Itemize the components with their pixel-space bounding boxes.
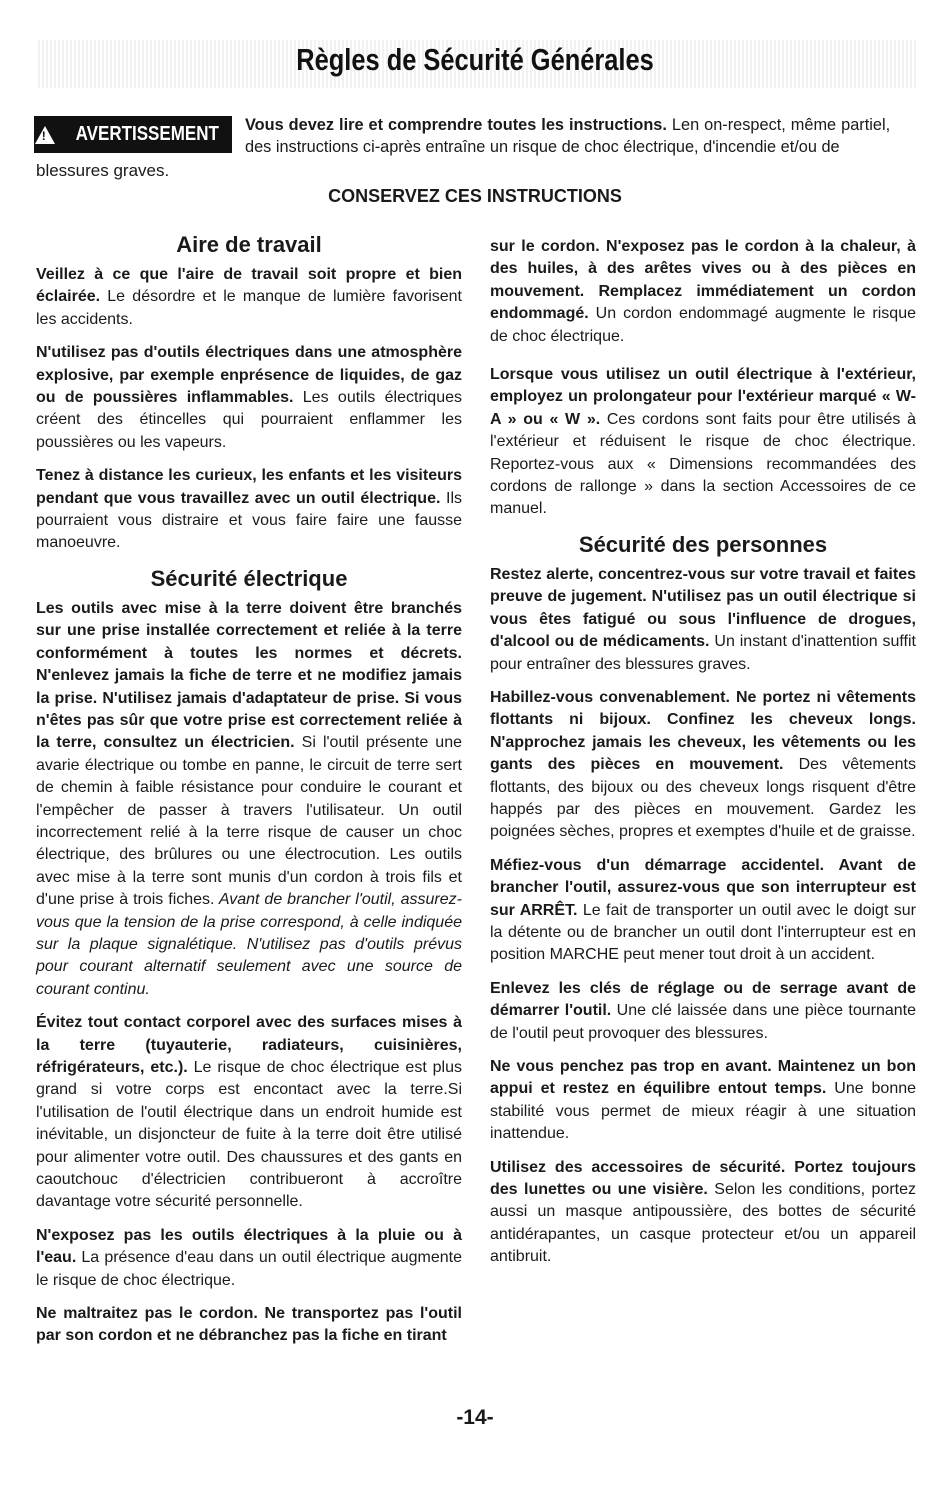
bold-lead: Les outils avec mise à la terre doivent être branchés sur une prise installée correctement et reliée à la terre conformément à toutes les normes et décrets. N'enlevez jamais la fiche de terre et ne modifiez jamais la prise. N'utilisez jamais d'adaptateur de prise. Si vous n'êtes pas sûr que votre prise est correctement reliée à la terre, consultez un électricien. xyxy=(36,599,462,752)
paragraph xyxy=(490,564,916,676)
body-text: Si l'outil présente une avarie électrique ou tombe en panne, le circuit de terre sert de chemin à faible résistance pour conduire le courant et l'empêcher de passer à travers l'utilisateur. Un outil incorrectement relié à la terre risque de causer un choc électrique, des brûlures ou une électrocution. Les outils avec mise à la terre sont munis d'un cordon à trois fils et d'une prise à trois fiches. xyxy=(36,734,462,909)
paragraph xyxy=(490,1157,916,1269)
body-text: Le fait de transporter un outil avec le doigt sur la détente ou de brancher un outil dont l'interrupteur est en position MARCHE peut mener tout droit à un accident. xyxy=(490,901,917,964)
bold-lead: N'exposez pas les outils électriques à la pluie ou à l'eau. xyxy=(36,1226,462,1267)
body-text: Ils pourraient vous distraire et vous faire faire une fausse manoeuvre. xyxy=(36,489,462,552)
paragraph xyxy=(490,236,916,348)
paragraph xyxy=(36,264,462,331)
warning-triangle-icon xyxy=(35,126,55,144)
heading-securite-des-personnes: Sécurité des personnes xyxy=(578,531,828,557)
bold-lead: Enlevez les clés de réglage ou de serrage avant de démarrer l'outil. xyxy=(490,979,916,1020)
bold-lead: Veillez à ce que l'aire de travail soit propre et bien éclairée. xyxy=(36,266,462,306)
paragraph xyxy=(490,978,916,1045)
left-column xyxy=(36,232,462,1359)
heading-securite-electrique: Sécurité électrique xyxy=(150,565,348,591)
paragraph xyxy=(36,1225,462,1292)
paragraph xyxy=(36,342,462,454)
bold-lead: Méfiez-vous d'un démarrage accidentel. Avant de brancher l'outil, assurez-vous que son interrupteur est sur ARRÊT. xyxy=(490,856,916,919)
paragraph xyxy=(490,687,916,844)
heading-aire-de-travail: Aire de travail xyxy=(176,232,322,257)
bold-lead: Ne maltraitez pas le cordon. Ne transportez pas l'outil par son cordon et ne débranchez pas la fiche en tirant xyxy=(36,1305,462,1345)
body-text: Une bonne stabilité vous permet de mieux réagir à une situation inattendue. xyxy=(490,1080,917,1143)
body-text: Le risque de choc électrique est plus grand si votre corps est encontact avec la terre.Si l'utilisation de l'outil électrique dans un endroit humide est inévitable, un disjoncteur de fuite à la terre doit être utilisé pour alimenter votre outil. Des chaussures et des gants en caoutchouc d'électricien contribueront à accroître davantage votre sécurité personnelle. xyxy=(36,1059,463,1211)
warning-bold: Vous devez lire et comprendre toutes les instructions. xyxy=(245,115,667,134)
bold-lead: Ne vous penchez pas trop en avant. Maintenez un bon appui et restez en équilibre entout temps. xyxy=(490,1058,916,1098)
body-text: Le désordre et le manque de lumière favorisent les accidents. xyxy=(36,288,462,328)
warning-text xyxy=(245,114,890,158)
bold-lead: Lorsque vous utilisez un outil électrique à l'extérieur, employez un prolongateur pour l'extérieur marqué « W-A » ou « W ». xyxy=(490,366,916,428)
body-text: Des vêtements flottants, des bijoux ou des cheveux longs risquent d'être happés par des pièces en mouvement. Gardez les poignées sèches, propres et exemptes d'huile et de graisse. xyxy=(490,756,917,841)
page-number: -14- xyxy=(456,1406,494,1429)
bold-lead: N'utilisez pas d'outils électriques dans une atmosphère explosive, par exemple enprésence de liquides, de gaz ou de poussières inflammables. xyxy=(36,344,462,407)
page-title: Règles de Sécurité Générales xyxy=(296,42,654,77)
bold-lead: Habillez-vous convenablement. Ne portez ni vêtements flottants ni bijoux. Confinez les cheveux longs. N'approchez jamais les cheveux, les vêtements ou les gants des pièces en mouvement. xyxy=(490,688,916,774)
paragraph xyxy=(490,1056,916,1146)
paragraph xyxy=(36,598,462,1001)
paragraph xyxy=(36,1012,462,1214)
body-text: Un instant d'inattention suffit pour entraîner des blessures graves. xyxy=(490,633,917,673)
bold-lead: sur le cordon. N'exposez pas le cordon à la chaleur, à des huiles, à des arêtes vives ou à des pièces en mouvement. Remplacez immédiatement un cordon endommagé. xyxy=(490,238,916,323)
warning-badge xyxy=(34,116,232,153)
bold-lead: Utilisez des accessoires de sécurité. Portez toujours des lunettes ou une visière. xyxy=(490,1158,916,1199)
body-text: Une clé laissée dans une pièce tournante de l'outil peut provoquer des blessures. xyxy=(490,1002,916,1042)
bold-lead: Tenez à distance les curieux, les enfants et les visiteurs pendant que vous travaillez avec un outil électrique. xyxy=(36,467,462,507)
paragraph xyxy=(490,855,916,967)
paragraph xyxy=(490,364,916,521)
body-text: Ces cordons sont faits pour être utilisés à l'extérieur et réduisent le risque de choc électrique. Reportez-vous aux « Dimensions recommandées des cordons de rallonge » dans la section Accessoires de ce manuel. xyxy=(490,410,916,518)
body-text: Les outils électriques créent des étincelles qui pourraient enflammer les poussières ou les vapeurs. xyxy=(36,389,462,451)
bold-lead: Restez alerte, concentrez-vous sur votre travail et faites preuve de jugement. N'utilisez pas un outil électrique si vous êtes fatigué ou sous l'influence de drogues, d'alcool ou de médicaments. xyxy=(490,565,916,651)
right-column xyxy=(490,236,916,1280)
body-text: Selon les conditions, portez aussi un masque antipoussière, des bottes de sécurité antidérapantes, un casque protecteur et/ou un appareil antibruit. xyxy=(490,1181,916,1266)
body-text: Un cordon endommagé augmente le risque de choc électrique. xyxy=(490,305,916,345)
paragraph xyxy=(36,1303,462,1348)
italic-text: Avant de brancher l'outil, assurez-vous que la tension de la prise correspond, à celle indiquée sur la plaque signalétique. N'utilisez pas d'outils prévus pour courant alternatif seulement avec une source de courant continu. xyxy=(36,891,462,998)
body-text: La présence d'eau dans un outil électrique augmente le risque de choc électrique. xyxy=(36,1249,462,1289)
warning-continuation: blessures graves. xyxy=(36,161,170,180)
conservez-heading: CONSERVEZ CES INSTRUCTIONS xyxy=(328,186,622,206)
paragraph xyxy=(36,465,462,555)
warning-badge-label: AVERTISSEMENT xyxy=(75,123,219,145)
bold-lead: Évitez tout contact corporel avec des surfaces mises à la terre (tuyauterie, radiateurs, cuisinières, réfrigérateurs, etc.). xyxy=(36,1014,462,1076)
warning-body: Len on-respect, même partiel, des instructions ci-après entraîne un risque de choc électrique, d'incendie et/ou de xyxy=(245,115,891,156)
